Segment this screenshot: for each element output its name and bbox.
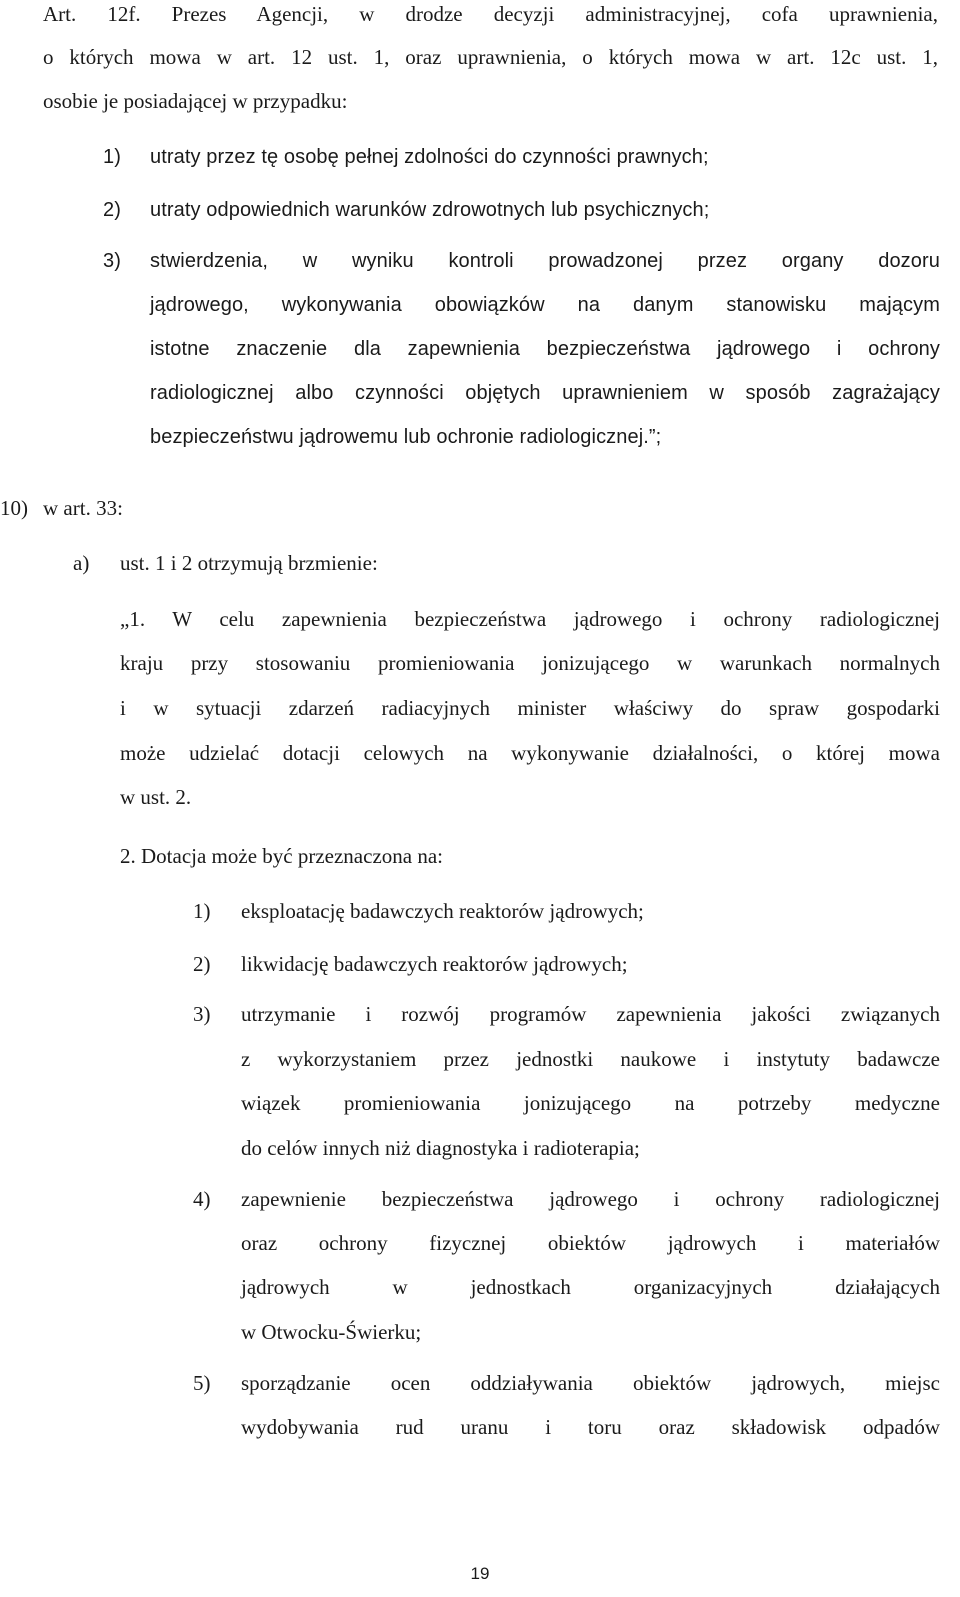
list-item-number: 5)	[193, 1371, 211, 1395]
point-text: w art. 33:	[43, 496, 123, 520]
sub-point-text: ust. 1 i 2 otrzymują brzmienie:	[120, 551, 378, 575]
list-item-text: wiązek promieniowania jonizującego na potrzeby medyczne	[241, 1091, 940, 1115]
ust-1-line: może udzielać dotacji celowych na wykonywanie działalności, o której mowa	[120, 741, 940, 765]
list-item-number: 4)	[193, 1187, 211, 1211]
sub-point-letter: a)	[73, 551, 90, 575]
list-item-number: 2)	[193, 952, 211, 976]
list-item-number: 1)	[103, 146, 121, 168]
list-item-text: wydobywania rud uranu i toru oraz składowisk odpadów	[241, 1415, 940, 1439]
list-item-text: stwierdzenia, w wyniku kontroli prowadzonej przez organy dozoru	[150, 250, 940, 272]
list-item-text: zapewnienie bezpieczeństwa jądrowego i ochrony radiologicznej	[241, 1187, 940, 1211]
ust-1-line: i w sytuacji zdarzeń radiacyjnych minister właściwy do spraw gospodarki	[120, 696, 940, 720]
list-item-text: utrzymanie i rozwój programów zapewnienia jakości związanych	[241, 1002, 940, 1026]
ust-1-line: w ust. 2.	[120, 785, 192, 809]
list-item-number: 1)	[193, 899, 211, 923]
list-item-text: jądrowych w jednostkach organizacyjnych działających	[241, 1275, 940, 1299]
point-number: 10)	[0, 496, 28, 520]
ust-2-intro: 2. Dotacja może być przeznaczona na:	[120, 844, 443, 868]
list-item-text: utraty odpowiednich warunków zdrowotnych lub psychicznych;	[150, 199, 710, 221]
article-12f-line-2: o których mowa w art. 12 ust. 1, oraz uprawnienia, o których mowa w art. 12c ust. 1,	[43, 45, 938, 69]
page-number: 19	[470, 1564, 490, 1583]
list-item-text: eksploatację badawczych reaktorów jądrowych;	[241, 899, 644, 923]
list-item-text: utraty przez tę osobę pełnej zdolności do czynności prawnych;	[150, 146, 709, 168]
article-12f-line-1: Art. 12f. Prezes Agencji, w drodze decyzji administracyjnej, cofa uprawnienia,	[43, 2, 938, 26]
list-item-text: likwidację badawczych reaktorów jądrowych;	[241, 952, 628, 976]
article-12f-line-3: osobie je posiadającej w przypadku:	[43, 89, 348, 113]
list-item-text: jądrowego, wykonywania obowiązków na danym stanowisku mającym	[150, 294, 940, 316]
list-item-text: istotne znaczenie dla zapewnienia bezpieczeństwa jądrowego i ochrony	[150, 338, 940, 360]
list-item-text: bezpieczeństwu jądrowemu lub ochronie radiologicznej.”;	[150, 426, 662, 448]
list-item-text: oraz ochrony fizycznej obiektów jądrowych i materiałów	[241, 1231, 940, 1255]
list-item-number: 2)	[103, 199, 121, 221]
list-item-text: do celów innych niż diagnostyka i radioterapia;	[241, 1136, 640, 1160]
ust-1-line: „1. W celu zapewnienia bezpieczeństwa jądrowego i ochrony radiologicznej	[120, 607, 940, 631]
list-item-text: w Otwocku-Świerku;	[241, 1320, 422, 1344]
list-item-text: z wykorzystaniem przez jednostki naukowe i instytuty badawcze	[241, 1047, 940, 1071]
list-item-text: sporządzanie ocen oddziaływania obiektów jądrowych, miejsc	[241, 1371, 940, 1395]
list-item-text: radiologicznej albo czynności objętych uprawnieniem w sposób zagrażający	[150, 382, 940, 404]
ust-1-line: kraju przy stosowaniu promieniowania jonizującego w warunkach normalnych	[120, 651, 940, 675]
list-item-number: 3)	[193, 1002, 211, 1026]
list-item-number: 3)	[103, 250, 121, 272]
